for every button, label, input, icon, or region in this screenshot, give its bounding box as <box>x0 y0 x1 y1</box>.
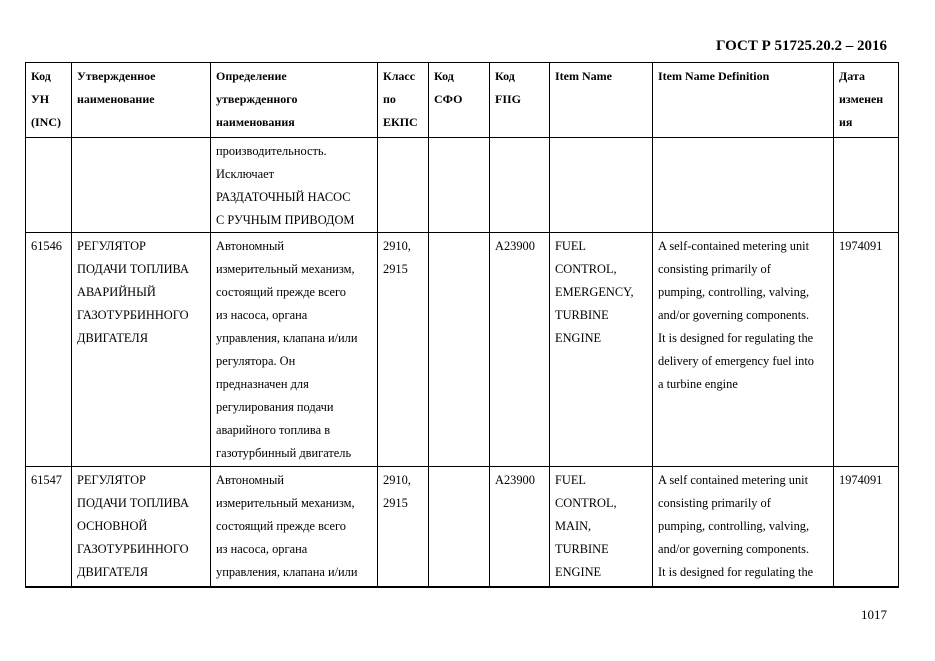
document-header: ГОСТ Р 51725.20.2 – 2016 <box>715 38 887 54</box>
text-line: Определение <box>216 69 287 83</box>
header-item-name <box>550 63 653 138</box>
cell-item-name <box>550 138 653 233</box>
page-number: 1017 <box>861 607 887 622</box>
text-line: 2915 <box>383 262 408 276</box>
cell-sfo <box>429 233 490 467</box>
cell-date <box>834 138 899 233</box>
text-line: изменен <box>839 92 884 106</box>
text-line: измерительный механизм, <box>216 262 355 276</box>
cell-name <box>72 467 211 587</box>
cell-definition <box>211 138 378 233</box>
text-line: A23900 <box>495 239 535 253</box>
text-line: 1974091 <box>839 473 883 487</box>
table-row <box>26 138 899 233</box>
cell-item-definition <box>653 138 834 233</box>
header-fiig <box>490 63 550 138</box>
text-line: 2910, <box>383 239 411 253</box>
text-line: управления, клапана и/или <box>216 565 358 579</box>
cell-fiig <box>490 138 550 233</box>
text-line: A self contained metering unit <box>658 473 809 487</box>
text-line: аварийного топлива в <box>216 423 331 437</box>
cell-item-definition <box>653 233 834 467</box>
text-line: 2910, <box>383 473 411 487</box>
cell-sfo <box>429 467 490 587</box>
text-line: pumping, controlling, valving, <box>658 285 810 299</box>
text-line: 2915 <box>383 496 408 510</box>
text-line: A23900 <box>495 473 535 487</box>
text-line: FIIG <box>495 92 522 106</box>
header-date <box>834 63 899 138</box>
cell-item-definition <box>653 467 834 587</box>
text-line: 61547 <box>31 473 62 487</box>
header-sfo <box>429 63 490 138</box>
text-line: ПОДАЧИ ТОПЛИВА <box>77 262 189 276</box>
text-line: ENGINE <box>555 331 602 345</box>
text-line: измерительный механизм, <box>216 496 355 510</box>
cell-sfo <box>429 138 490 233</box>
cell-name <box>72 233 211 467</box>
cell-inc <box>26 467 72 587</box>
text-line: регулятора. Он <box>216 354 296 368</box>
text-line: CONTROL, <box>555 262 617 276</box>
text-line: СФО <box>434 92 463 106</box>
text-line: предназначен для <box>216 377 309 391</box>
text-line: по <box>383 92 396 106</box>
text-line: ДВИГАТЕЛЯ <box>77 331 148 345</box>
header-class <box>378 63 429 138</box>
text-line: FUEL <box>555 239 586 253</box>
text-line: TURBINE <box>555 308 609 322</box>
text-line: АВАРИЙНЫЙ <box>77 285 156 299</box>
text-line: CONTROL, <box>555 496 617 510</box>
cell-inc <box>26 233 72 467</box>
text-line: УН <box>31 92 50 106</box>
text-line: a turbine engine <box>658 377 738 391</box>
header-definition <box>211 63 378 138</box>
text-line: Автономный <box>216 473 284 487</box>
header-approved-name <box>72 63 211 138</box>
text-line: ENGINE <box>555 565 602 579</box>
table-row <box>26 233 899 467</box>
text-line: TURBINE <box>555 542 609 556</box>
cell-class <box>378 233 429 467</box>
text-line: из насоса, органа <box>216 308 308 322</box>
text-line: управления, клапана и/или <box>216 331 358 345</box>
text-line: производительность. <box>216 144 327 158</box>
text-line: состоящий прежде всего <box>216 519 346 533</box>
cell-class <box>378 138 429 233</box>
text-line: ГАЗОТУРБИННОГО <box>77 308 189 322</box>
cell-item-name <box>550 233 653 467</box>
table-row <box>26 467 899 587</box>
text-line: consisting primarily of <box>658 262 771 276</box>
table-header-row <box>26 63 899 138</box>
text-line: Дата <box>839 69 865 83</box>
text-line: consisting primarily of <box>658 496 771 510</box>
text-line: EMERGENCY, <box>555 285 634 299</box>
text-line: Код <box>495 69 515 83</box>
text-line: 1974091 <box>839 239 883 253</box>
text-line: Класс <box>383 69 416 83</box>
text-line: из насоса, органа <box>216 542 308 556</box>
text-line: РЕГУЛЯТОР <box>77 239 146 253</box>
text-line: ДВИГАТЕЛЯ <box>77 565 148 579</box>
cell-date <box>834 233 899 467</box>
text-line: and/or governing components. <box>658 542 810 556</box>
cell-definition <box>211 467 378 587</box>
text-line: Автономный <box>216 239 284 253</box>
text-line: наименование <box>77 92 155 106</box>
cell-item-name <box>550 467 653 587</box>
cell-fiig <box>490 233 550 467</box>
text-line: ПОДАЧИ ТОПЛИВА <box>77 496 189 510</box>
text-line: delivery of emergency fuel into <box>658 354 814 368</box>
text-line: A self-contained metering unit <box>658 239 810 253</box>
text-line: состоящий прежде всего <box>216 285 346 299</box>
cell-date <box>834 467 899 587</box>
text-line: Item Name Definition <box>658 69 770 83</box>
text-line: 61546 <box>31 239 62 253</box>
text-line: регулирования подачи <box>216 400 334 414</box>
header-item-definition <box>653 63 834 138</box>
text-line: РАЗДАТОЧНЫЙ НАСОС <box>216 190 351 204</box>
cell-inc <box>26 138 72 233</box>
header-inc <box>26 63 72 138</box>
text-line: Утвержденное <box>77 69 156 83</box>
text-line: наименования <box>216 115 295 129</box>
text-line: С РУЧНЫМ ПРИВОДОМ <box>216 213 355 227</box>
text-line: ГАЗОТУРБИННОГО <box>77 542 189 556</box>
text-line: It is designed for regulating the <box>658 331 814 345</box>
text-line: Исключает <box>216 167 275 181</box>
text-line: and/or governing components. <box>658 308 810 322</box>
text-line: Код <box>434 69 454 83</box>
text-line: ОСНОВНОЙ <box>77 519 148 533</box>
text-line: Код <box>31 69 51 83</box>
text-line: ЕКПС <box>383 115 418 129</box>
catalog-table <box>25 62 899 588</box>
cell-class <box>378 467 429 587</box>
text-line: Item Name <box>555 69 612 83</box>
cell-fiig <box>490 467 550 587</box>
text-line: MAIN, <box>555 519 592 533</box>
cell-name <box>72 138 211 233</box>
text-line: газотурбинный двигатель <box>216 446 352 460</box>
text-line: It is designed for regulating the <box>658 565 814 579</box>
cell-definition <box>211 233 378 467</box>
text-line: РЕГУЛЯТОР <box>77 473 146 487</box>
text-line: ия <box>839 115 853 129</box>
text-line: pumping, controlling, valving, <box>658 519 810 533</box>
text-line: утвержденного <box>216 92 298 106</box>
text-line: (INC) <box>31 115 61 129</box>
text-line: FUEL <box>555 473 586 487</box>
